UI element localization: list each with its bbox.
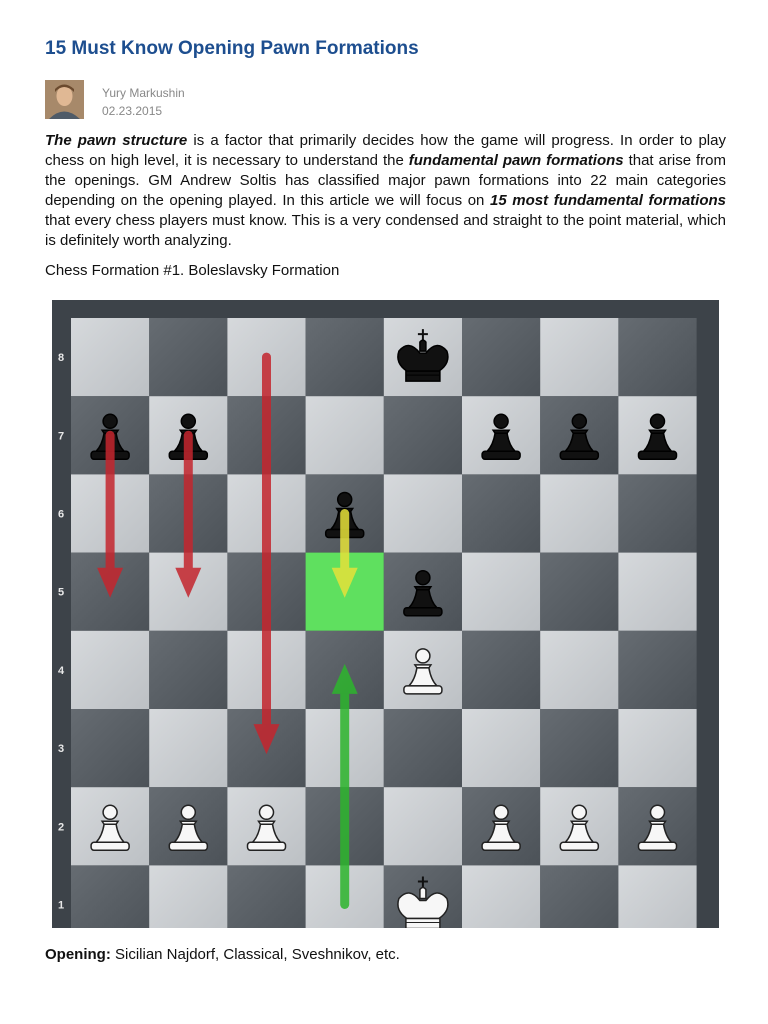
rank-label-8: 8 [57, 352, 65, 365]
square-c1 [227, 865, 305, 928]
rank-label-5: 5 [57, 586, 65, 599]
square-g3 [540, 709, 618, 787]
square-b4 [149, 631, 227, 709]
publish-date: 02.23.2015 [102, 104, 163, 118]
square-d7 [306, 396, 384, 474]
square-e3 [384, 709, 462, 787]
square-f1 [462, 865, 540, 928]
square-h4 [618, 631, 696, 709]
intro-bold-2: fundamental pawn formations [408, 152, 624, 169]
square-b8 [149, 318, 227, 396]
square-f6 [462, 474, 540, 552]
square-e7 [384, 396, 462, 474]
square-g1 [540, 865, 618, 928]
author-avatar [45, 80, 84, 119]
square-b3 [149, 709, 227, 787]
rank-label-4: 4 [57, 664, 65, 677]
square-f4 [462, 631, 540, 709]
author-name[interactable]: Yury Markushin [102, 86, 185, 100]
intro-paragraph [45, 131, 726, 251]
square-h6 [618, 474, 696, 552]
square-f3 [462, 709, 540, 787]
square-h8 [618, 318, 696, 396]
square-f8 [462, 318, 540, 396]
rank-label-2: 2 [57, 821, 65, 834]
square-h1 [618, 865, 696, 928]
square-a4 [71, 631, 149, 709]
square-g4 [540, 631, 618, 709]
article-title: 15 Must Know Opening Pawn Formations [45, 38, 419, 59]
square-a8 [71, 318, 149, 396]
square-a3 [71, 709, 149, 787]
intro-text-3: that every chess players must know. This is a very condensed and straight to the point material, which is definitely worth analyzing. [45, 212, 726, 249]
square-g6 [540, 474, 618, 552]
rank-label-6: 6 [57, 508, 65, 521]
intro-bold-1: The pawn structure [45, 132, 188, 149]
square-f5 [462, 553, 540, 631]
opening-line [45, 946, 400, 963]
intro-text-2: that arise from the openings. GM Andrew Soltis has classified major pawn formations into 22 main categories depending on the opening played. In this article we will focus on [45, 152, 726, 209]
square-e2 [384, 787, 462, 865]
opening-value: Sicilian Najdorf, Classical, Sveshnikov, etc. [110, 946, 400, 963]
square-g5 [540, 553, 618, 631]
chess-board-svg [52, 300, 719, 928]
square-h3 [618, 709, 696, 787]
chess-board-diagram [52, 300, 719, 928]
square-g8 [540, 318, 618, 396]
opening-label: Opening: [45, 946, 111, 963]
intro-bold-3: 15 most fundamental formations [490, 192, 727, 209]
intro-text-1: is a factor that primarily decides how the game will progress. In order to play chess on high level, it is necessary to understand the [45, 132, 726, 169]
rank-label-1: 1 [57, 899, 65, 912]
rank-label-7: 7 [57, 430, 65, 443]
square-d8 [306, 318, 384, 396]
formation-caption: Chess Formation #1. Boleslavsky Formation [45, 262, 340, 279]
rank-label-3: 3 [57, 743, 65, 756]
square-b1 [149, 865, 227, 928]
square-a1 [71, 865, 149, 928]
square-h5 [618, 553, 696, 631]
square-e6 [384, 474, 462, 552]
